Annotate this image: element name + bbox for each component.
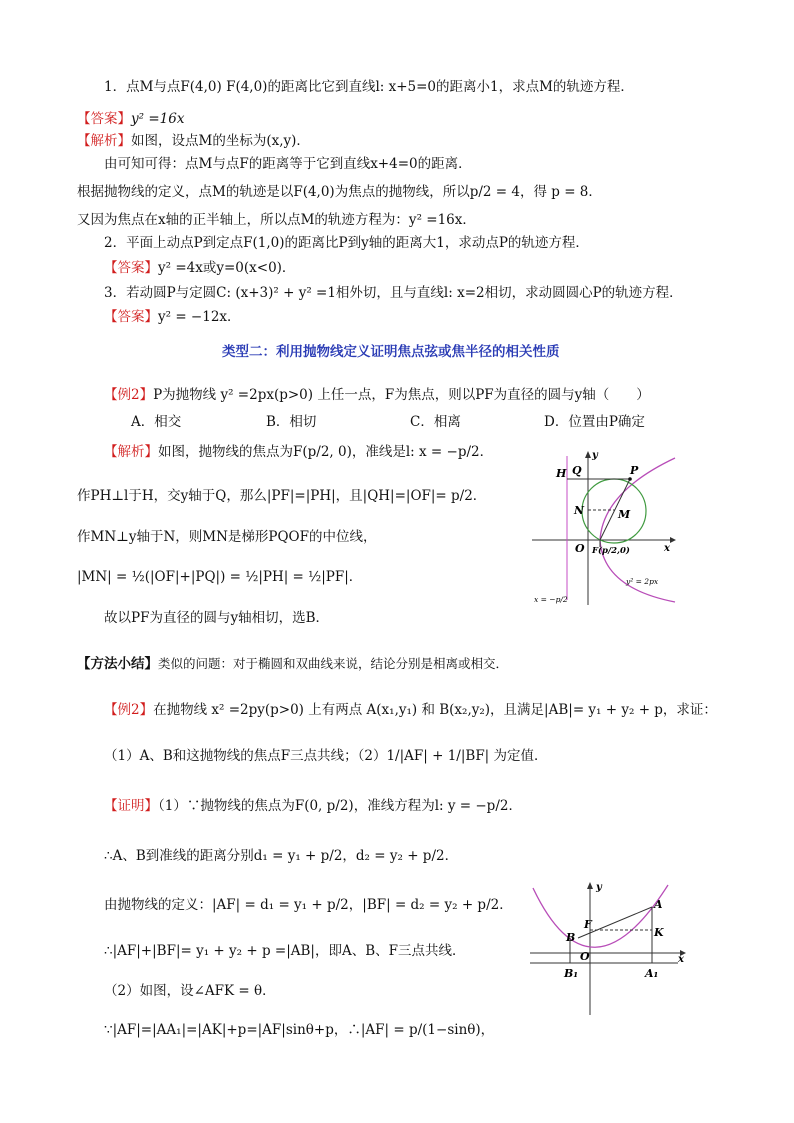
answer-1: 【答案】y² =16x: [77, 111, 185, 127]
figure-focal-chord: [528, 880, 698, 1020]
label-y: y: [592, 450, 598, 461]
option-b: B．相切: [266, 414, 317, 430]
proof-line-6: ∵|AF|=|AA₁|=|AK|+p=|AF|sinθ+p，∴|AF| = p/(1−sinθ)，: [104, 1022, 495, 1038]
option-d: D．位置由P确定: [544, 414, 645, 430]
solution-line-4: |MN| = ½(|OF|+|PQ|) = ½|PH| = ½|PF|．: [77, 569, 363, 585]
label-parabola-eq: y² = 2px: [626, 577, 659, 586]
answer-2: 【答案】y² =4x或y=0(x<0)．: [104, 260, 296, 276]
figure-parabola-circle: [530, 450, 685, 610]
label-h: H: [556, 467, 567, 480]
label-y: y: [596, 882, 602, 893]
label-x: x: [678, 954, 684, 965]
label-o: O: [580, 950, 590, 963]
solution-line-1: 【解析】如图，抛物线的焦点为F(p/2, 0)，准线是l: x = −p/2．: [104, 444, 494, 460]
analysis-line-4: 又因为焦点在x轴的正半轴上，所以点M的轨迹方程为：y² =16x．: [77, 212, 476, 228]
point-p: [628, 477, 632, 481]
proof-line-1: 【证明】（1）∵抛物线的焦点为F(0, p/2)，准线方程为l: y = −p/2．: [104, 798, 522, 814]
label-x: x: [664, 543, 670, 554]
label-f: F: [584, 918, 592, 931]
label-f: F(p/2,0): [592, 546, 630, 556]
answer-tag: 【答案】: [77, 111, 131, 127]
analysis-line-3: 根据抛物线的定义，点M的轨迹是以F(4,0)为焦点的抛物线，所以p/2 = 4，得 p = 8．: [77, 184, 602, 200]
label-m: M: [618, 508, 631, 521]
proof-line-2: ∴A、B到准线的距离分别d₁ = y₁ + p/2，d₂ = y₂ + p/2．: [104, 848, 459, 864]
example-2: 【例2】P为抛物线 y² =2px(p>0) 上任一点，F为焦点，则以PF为直径的圆与y轴（ ）: [104, 387, 650, 403]
proof-line-3: 由抛物线的定义：|AF| = d₁ = y₁ + p/2，|BF| = d₂ = y₂ + p/2．: [104, 897, 513, 913]
solution-line-2: 作PH⊥l于H，交y轴于Q，那么|PF|=|PH|，且|QH|=|OF|= p/2．: [77, 488, 487, 504]
y-axis-arrow-icon: [587, 882, 593, 889]
problem-1: 1．点M与点F(4,0) F(4,0)的距离比它到直线l: x+5=0的距离小1，求点M的轨迹方程．: [104, 79, 634, 95]
problem-2: 2．平面上动点P到定点F(1,0)的距离比P到y轴的距离大1，求动点P的轨迹方程．: [104, 235, 589, 251]
label-k: K: [654, 926, 664, 939]
solution-line-5: 故以PF为直径的圆与y轴相切，选B．: [104, 610, 329, 626]
example-2b: 【例2】在抛物线 x² =2py(p>0) 上有两点 A(x₁,y₁) 和 B(x₂,y₂)，且满足|AB|= y₁ + y₂ + p，求证：: [104, 702, 717, 718]
label-a: A: [654, 898, 663, 911]
y-axis-arrow-icon: [585, 451, 591, 458]
answer-3: 【答案】y² = −12x．: [104, 309, 241, 325]
proof-line-5: （2）如图，设∠AFK = θ．: [104, 983, 276, 999]
label-b: B: [566, 931, 576, 944]
label-b1: B₁: [564, 967, 579, 980]
analysis-line-2: 由可知可得：点M与点F的距离等于它到直线x+4=0的距离．: [104, 156, 472, 172]
label-n: N: [574, 504, 585, 517]
label-a1: A₁: [645, 967, 659, 980]
x-axis-arrow-icon: [670, 537, 676, 543]
option-a: A．相交: [131, 414, 182, 430]
problem-3: 3．若动圆P与定圆C: (x+3)² + y² =1相外切，且与直线l: x=2相切，求动圆圆心P的轨迹方程．: [104, 285, 683, 301]
option-c: C．相离: [410, 414, 461, 430]
solution-line-3: 作MN⊥y轴于N，则MN是梯形PQOF的中位线，: [77, 529, 377, 545]
method-summary: 【方法小结】类似的问题：对于椭圆和双曲线来说，结论分别是相离或相交．: [77, 656, 509, 672]
analysis-1: 【解析】如图，设点M的坐标为(x,y)．: [77, 133, 310, 149]
label-o: O: [575, 542, 585, 555]
label-q: Q: [572, 464, 582, 477]
label-p: P: [630, 464, 639, 477]
analysis-tag: 【解析】: [77, 133, 131, 149]
section-heading-2: 类型二：利用抛物线定义证明焦点弦或焦半径的相关性质: [222, 344, 560, 360]
label-directrix-eq: x = −p/2: [534, 595, 568, 604]
example-2b-parts: （1）A、B和这抛物线的焦点F三点共线；（2）1/|AF| + 1/|BF| 为定值．: [104, 748, 548, 764]
parabola: [533, 885, 668, 947]
proof-line-4: ∴|AF|+|BF|= y₁ + y₂ + p =|AB|，即A、B、F三点共线．: [104, 943, 466, 959]
